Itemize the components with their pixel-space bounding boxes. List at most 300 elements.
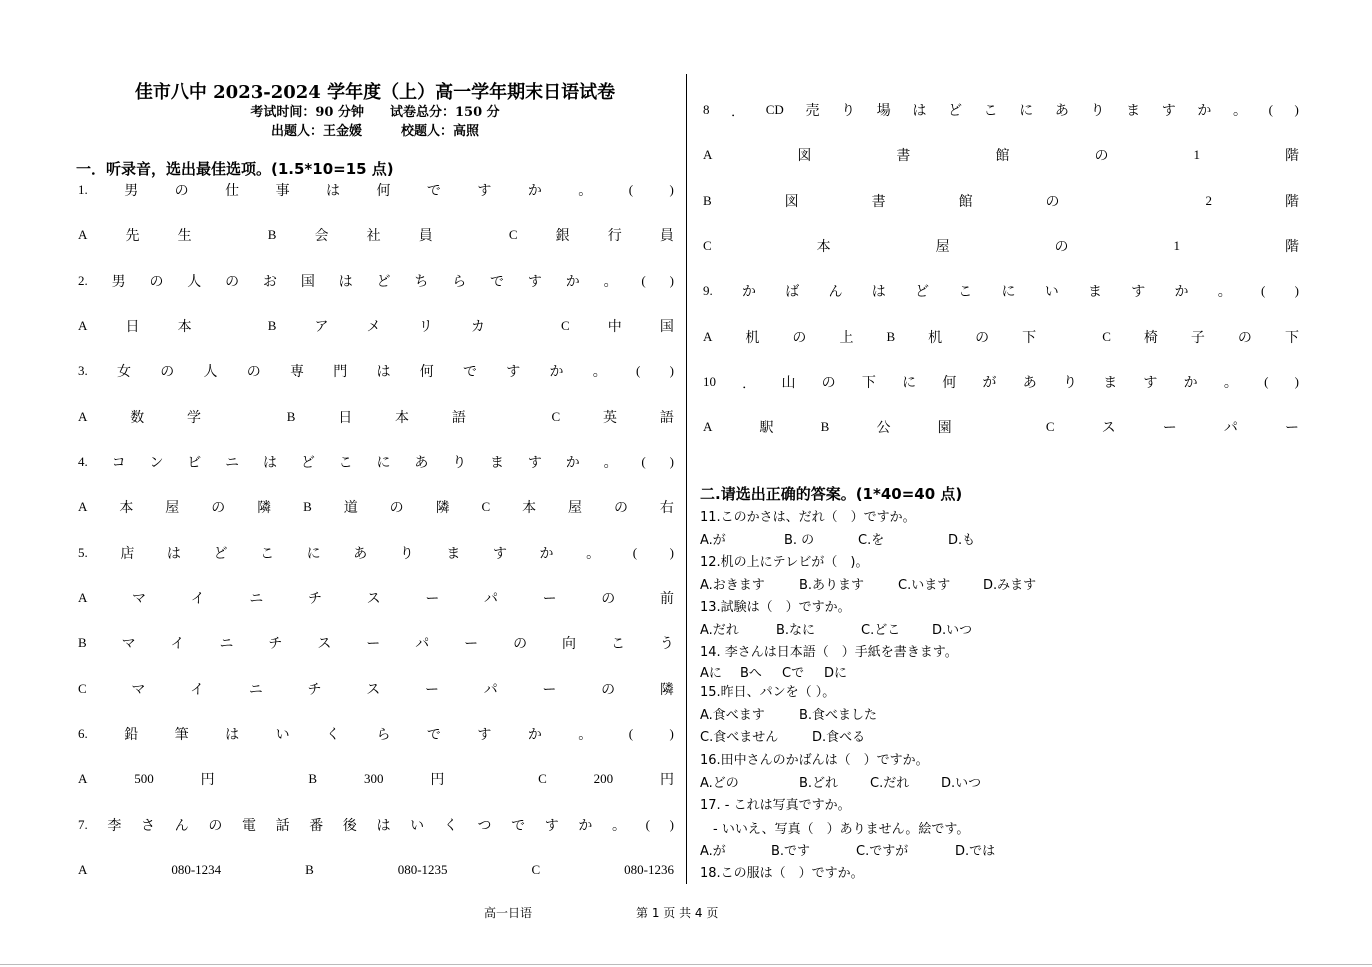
row-cell: 仕 <box>225 183 240 199</box>
row-cell: 080-1234 <box>171 862 222 877</box>
row-cell: ) <box>669 182 674 197</box>
row-cell: に <box>376 455 391 471</box>
answer-option[interactable]: A.だれ <box>700 623 739 638</box>
answer-option[interactable]: D.も <box>948 533 976 548</box>
row-cell: C <box>78 681 87 696</box>
row-cell: く <box>443 818 458 834</box>
row-cell: 。 <box>586 546 601 562</box>
answer-option[interactable]: Bへ <box>740 666 762 681</box>
row-cell: 2 <box>1205 193 1212 208</box>
row-cell: ん <box>174 818 189 834</box>
row-cell: ) <box>1294 374 1299 389</box>
column-divider <box>686 74 687 884</box>
row-cell: 上 <box>839 330 854 346</box>
section2-question: 16.田中さんのかばんは（ ）ですか。 <box>700 753 929 768</box>
answer-option[interactable]: C.だれ <box>870 776 910 791</box>
row-cell: ま <box>446 546 461 562</box>
section2-question: - いいえ、写真（ ）ありません。絵です。 <box>700 822 970 837</box>
row-cell: ら <box>376 727 391 743</box>
row-cell: 鉛 <box>124 727 139 743</box>
row-cell: の <box>513 636 528 652</box>
row-cell: は <box>225 727 240 743</box>
section1-question-right-row <box>703 327 1299 347</box>
section1-question-row <box>78 862 674 878</box>
answer-option[interactable]: Cで <box>782 666 805 681</box>
row-cell: 隣 <box>257 500 272 516</box>
row-cell: ー <box>1162 420 1177 436</box>
row-cell: は <box>338 274 353 290</box>
section1-question-right-row <box>703 236 1299 256</box>
row-cell: イ <box>190 591 205 607</box>
exam-authors-line: 出题人：王金媛 校题人：高照 <box>270 124 479 139</box>
answer-option[interactable]: D.食べる <box>812 730 866 745</box>
row-cell: ( <box>1264 374 1269 389</box>
row-cell: 7. <box>78 817 88 832</box>
answer-option[interactable]: B.です <box>771 844 811 859</box>
row-cell: 員 <box>418 228 433 244</box>
row-cell: 日 <box>125 319 140 335</box>
section1-question-row <box>78 361 674 381</box>
row-cell: の <box>225 274 240 290</box>
row-cell: A <box>78 409 88 424</box>
row-cell: は <box>376 818 391 834</box>
row-cell: 1. <box>78 182 88 197</box>
answer-option[interactable]: D.いつ <box>932 623 973 638</box>
row-cell: C <box>538 771 547 786</box>
row-cell: か <box>539 546 554 562</box>
row-cell: 店 <box>120 546 135 562</box>
row-cell: ) <box>669 363 674 378</box>
row-cell: は <box>871 284 886 300</box>
row-cell: す <box>1131 284 1146 300</box>
row-cell: ) <box>669 817 674 832</box>
row-cell: ー <box>425 591 440 607</box>
row-cell: ニ <box>225 455 240 471</box>
row-cell: す <box>477 727 492 743</box>
row-cell: 園 <box>937 420 952 436</box>
answer-option[interactable]: D.みます <box>983 578 1037 593</box>
row-cell: の <box>975 330 990 346</box>
row-cell: ま <box>1103 375 1118 391</box>
row-cell: 図 <box>797 148 812 164</box>
row-cell: マ <box>121 636 136 652</box>
row-cell: ス <box>366 682 381 698</box>
answer-option[interactable]: B.食べました <box>799 708 878 723</box>
row-cell: の <box>174 183 189 199</box>
row-cell: A <box>78 227 88 242</box>
row-cell: マ <box>132 591 147 607</box>
row-cell: こ <box>983 103 998 119</box>
row-cell: の <box>246 364 261 380</box>
row-cell: で <box>490 274 505 290</box>
row-cell: 10 <box>703 374 716 389</box>
answer-option[interactable]: C.食べません <box>700 730 779 745</box>
row-cell: B <box>305 862 314 877</box>
row-cell: 屋 <box>935 239 950 255</box>
row-cell: す <box>1143 375 1158 391</box>
row-cell: A <box>78 590 88 605</box>
answer-option[interactable]: A.が <box>700 844 726 859</box>
section2-question: 14. 李さんは日本語（ ）手紙を書きます。 <box>700 645 958 660</box>
row-cell: 080-1236 <box>624 862 674 877</box>
row-cell: A <box>78 771 88 786</box>
answer-option[interactable]: A.おきます <box>700 578 765 593</box>
row-cell: 男 <box>111 274 126 290</box>
row-cell: く <box>326 727 341 743</box>
row-cell: 人 <box>203 364 218 380</box>
answer-option[interactable]: C.ですが <box>856 844 909 859</box>
answer-option[interactable]: B.どれ <box>799 776 839 791</box>
section1-question-row <box>78 724 674 744</box>
row-cell: ( <box>1261 283 1266 298</box>
row-cell: 国 <box>300 274 315 290</box>
section2-question: 18.この服は（ ）ですか。 <box>700 866 864 881</box>
section1-question-right-row <box>703 281 1299 301</box>
row-cell: の <box>1054 239 1069 255</box>
section1-question-row <box>78 316 674 336</box>
row-cell: チ <box>308 591 323 607</box>
row-cell: の <box>601 591 616 607</box>
row-cell: ど <box>947 103 962 119</box>
row-cell: ) <box>669 454 674 469</box>
section1-question-right-row <box>703 372 1299 392</box>
row-cell: が <box>982 375 997 391</box>
row-cell: 書 <box>896 148 911 164</box>
row-cell: 話 <box>275 818 290 834</box>
row-cell: パ <box>415 636 430 652</box>
row-cell: B <box>78 635 87 650</box>
row-cell: つ <box>477 818 492 834</box>
row-cell: 右 <box>659 500 674 516</box>
row-cell: す <box>1161 103 1176 119</box>
row-cell: ) <box>1294 283 1299 298</box>
row-cell: り <box>399 546 414 562</box>
section1-question-row <box>78 588 674 608</box>
row-cell: 後 <box>342 818 357 834</box>
row-cell: 語 <box>659 410 674 426</box>
row-cell: 。 <box>603 455 618 471</box>
row-cell: に <box>902 375 917 391</box>
row-cell: B <box>308 771 318 786</box>
row-cell: の <box>149 274 164 290</box>
row-cell: す <box>544 818 559 834</box>
row-cell: 本 <box>522 500 537 516</box>
row-cell: こ <box>260 546 275 562</box>
answer-option[interactable]: A.が <box>700 533 726 548</box>
row-cell: ( <box>641 454 646 469</box>
row-cell: り <box>1062 375 1077 391</box>
row-cell: 場 <box>876 103 891 119</box>
row-cell: 8 <box>703 102 710 117</box>
row-cell: 下 <box>1284 330 1299 346</box>
row-cell: A <box>78 862 88 877</box>
row-cell: は <box>262 455 277 471</box>
row-cell: あ <box>414 455 429 471</box>
row-cell: ． <box>742 375 756 391</box>
row-cell: 本 <box>395 410 410 426</box>
row-cell: 。 <box>1223 375 1238 391</box>
section1-question-right-row <box>703 100 1299 120</box>
row-cell: A <box>703 329 713 344</box>
row-cell: 生 <box>177 228 192 244</box>
row-cell: 300 <box>363 771 384 786</box>
row-cell: A <box>78 318 88 333</box>
row-cell: で <box>426 183 441 199</box>
row-cell: ニ <box>248 682 263 698</box>
row-cell: ら <box>452 274 467 290</box>
row-cell: チ <box>268 636 283 652</box>
section1-question-row <box>78 769 674 789</box>
page-bottom-edge <box>0 964 1372 965</box>
row-cell: ニ <box>219 636 234 652</box>
row-cell: C <box>1102 329 1111 344</box>
row-cell: 屋 <box>165 500 180 516</box>
row-cell: 階 <box>1284 239 1299 255</box>
row-cell: は <box>166 546 181 562</box>
row-cell: り <box>1090 103 1105 119</box>
section2-question: 17. - これは写真ですか。 <box>700 798 851 813</box>
row-cell: 椅 <box>1143 330 1158 346</box>
answer-option[interactable]: C.どこ <box>861 623 901 638</box>
row-cell: ( <box>628 182 634 197</box>
answer-option[interactable]: Aに <box>700 666 722 681</box>
row-cell: メ <box>366 319 381 335</box>
row-cell: 机 <box>745 330 760 346</box>
row-cell: 女 <box>117 364 131 380</box>
row-cell: 1 <box>1173 238 1180 253</box>
row-cell: 番 <box>309 818 324 834</box>
row-cell: す <box>527 274 542 290</box>
row-cell: パ <box>483 682 498 698</box>
row-cell: の <box>601 682 616 698</box>
section1-question-row <box>78 679 674 699</box>
row-cell: C <box>508 227 518 242</box>
row-cell: ち <box>414 274 429 290</box>
section1-question-row <box>78 271 674 291</box>
row-cell: か <box>1183 375 1198 391</box>
row-cell: ス <box>366 591 381 607</box>
row-cell: パ <box>1223 420 1238 436</box>
row-cell: に <box>306 546 321 562</box>
row-cell: ど <box>376 274 391 290</box>
row-cell: B <box>286 409 296 424</box>
row-cell: か <box>527 183 542 199</box>
row-cell: の <box>1094 148 1109 164</box>
row-cell: 何 <box>942 375 957 391</box>
section1-question-row <box>78 815 674 835</box>
row-cell: 子 <box>1190 330 1205 346</box>
row-cell: ( <box>645 817 650 832</box>
row-cell: 5. <box>78 545 88 560</box>
row-cell: り <box>841 103 856 119</box>
row-cell: 。 <box>603 274 618 290</box>
row-cell: 国 <box>659 319 674 335</box>
row-cell: 銀 <box>555 228 570 244</box>
row-cell: す <box>492 546 507 562</box>
row-cell: い <box>410 818 425 834</box>
row-cell: こ <box>338 455 353 471</box>
row-cell: 事 <box>275 183 290 199</box>
row-cell: 道 <box>343 500 358 516</box>
row-cell: あ <box>353 546 368 562</box>
section1-question-row <box>78 543 674 563</box>
row-cell: の <box>613 500 628 516</box>
answer-option[interactable]: B.あります <box>799 578 865 593</box>
row-cell: 人 <box>187 274 202 290</box>
footer-page-number: 第 1 页 共 4 页 <box>636 906 719 920</box>
row-cell: か <box>565 274 580 290</box>
row-cell: 屋 <box>568 500 583 516</box>
answer-option[interactable]: D.では <box>955 844 996 859</box>
row-cell: ) <box>669 726 674 741</box>
answer-option[interactable]: C.を <box>858 533 885 548</box>
row-cell: 館 <box>995 148 1010 164</box>
row-cell: 円 <box>200 772 215 788</box>
row-cell: 公 <box>876 420 891 436</box>
row-cell: リ <box>418 319 433 335</box>
row-cell: ) <box>1294 102 1299 117</box>
row-cell: 何 <box>419 364 434 380</box>
section1-question-right-row <box>703 191 1299 211</box>
row-cell: 隣 <box>435 500 450 516</box>
row-cell: あ <box>1022 375 1037 391</box>
section2-question: 11.このかさは、だれ（ ）ですか。 <box>700 510 916 525</box>
row-cell: B <box>267 318 277 333</box>
answer-option[interactable]: B.なに <box>776 623 816 638</box>
row-cell: A <box>78 499 88 514</box>
row-cell: 日 <box>338 410 353 426</box>
row-cell: C <box>703 238 712 253</box>
row-cell: さ <box>141 818 156 834</box>
row-cell: の <box>1045 194 1060 210</box>
row-cell: の <box>389 500 404 516</box>
row-cell: B <box>703 193 712 208</box>
row-cell: 階 <box>1284 194 1299 210</box>
row-cell: か <box>742 284 756 300</box>
row-cell: 館 <box>958 194 973 210</box>
row-cell: う <box>659 636 674 652</box>
answer-option[interactable]: B. の <box>784 533 815 548</box>
row-cell: か <box>578 818 593 834</box>
row-cell: ン <box>149 455 164 471</box>
row-cell: 本 <box>119 500 134 516</box>
section1-question-row <box>78 407 674 427</box>
row-cell: 員 <box>659 228 674 244</box>
row-cell: で <box>426 727 441 743</box>
answer-option[interactable]: D.いつ <box>941 776 982 791</box>
row-cell: ば <box>785 284 800 300</box>
row-cell: 売 <box>805 103 820 119</box>
row-cell: に <box>1001 284 1016 300</box>
row-cell: 200 <box>593 771 614 786</box>
row-cell: 本 <box>177 319 192 335</box>
row-cell: 。 <box>1217 284 1232 300</box>
row-cell: 向 <box>562 636 577 652</box>
row-cell: ー <box>464 636 479 652</box>
row-cell: B <box>820 419 830 434</box>
section1-question-right-row <box>703 417 1299 437</box>
row-cell: は <box>912 103 927 119</box>
row-cell: 山 <box>781 375 796 391</box>
row-cell: 先 <box>125 228 140 244</box>
row-cell: 3. <box>78 363 88 378</box>
row-cell: に <box>1019 103 1034 119</box>
answer-option[interactable]: C.います <box>898 578 951 593</box>
row-cell: 本 <box>816 239 831 255</box>
answer-option[interactable]: A.食べます <box>700 708 765 723</box>
row-cell: チ <box>307 682 322 698</box>
row-cell: 電 <box>241 818 256 834</box>
row-cell: ( <box>1268 102 1273 117</box>
section1-question-row <box>78 633 674 653</box>
row-cell: か <box>1174 284 1189 300</box>
row-cell: 英 <box>603 410 618 426</box>
row-cell: か <box>1197 103 1212 119</box>
row-cell: イ <box>170 636 185 652</box>
section1-question-row <box>78 497 674 517</box>
row-cell: ど <box>915 284 929 300</box>
row-cell: か <box>549 364 564 380</box>
row-cell: 階 <box>1284 148 1299 164</box>
row-cell: 社 <box>366 228 381 244</box>
row-cell: ビ <box>187 455 202 471</box>
row-cell: C <box>531 862 541 877</box>
row-cell: 学 <box>187 410 202 426</box>
row-cell: コ <box>111 455 126 471</box>
exam-title: 佳市八中 2023-2024 学年度（上）高一学年期末日语试卷 <box>134 82 616 103</box>
footer-subject: 高一日语 <box>484 906 533 920</box>
row-cell: 書 <box>871 194 886 210</box>
row-cell: ) <box>669 545 674 560</box>
row-cell: の <box>211 500 226 516</box>
row-cell: ま <box>490 455 505 471</box>
row-cell: す <box>506 364 521 380</box>
answer-option[interactable]: A.どの <box>700 776 739 791</box>
row-cell: 駅 <box>759 420 774 436</box>
row-cell: ) <box>669 273 674 288</box>
row-cell: ま <box>1126 103 1141 119</box>
row-cell: 。 <box>578 727 593 743</box>
row-cell: 李 <box>107 818 122 834</box>
section1-question-row <box>78 225 674 245</box>
row-cell: 6. <box>78 726 88 741</box>
row-cell: り <box>452 455 467 471</box>
row-cell: ． <box>731 103 745 119</box>
row-cell: ニ <box>249 591 264 607</box>
row-cell: A <box>703 419 713 434</box>
row-cell: ど <box>213 546 228 562</box>
row-cell: あ <box>1054 103 1069 119</box>
row-cell: 1 <box>1193 147 1200 162</box>
row-cell: CD <box>765 102 784 117</box>
row-cell: ( <box>636 363 641 378</box>
section2-title: 二.请选出正确的答案。(1*40=40 点) <box>700 485 963 503</box>
row-cell: 080-1235 <box>397 862 448 877</box>
row-cell: 前 <box>659 591 674 607</box>
row-cell: C <box>551 409 561 424</box>
row-cell: 隣 <box>659 682 674 698</box>
row-cell: の <box>821 375 836 391</box>
row-cell: で <box>511 818 526 834</box>
row-cell: 円 <box>659 772 674 788</box>
answer-option[interactable]: Dに <box>824 666 848 681</box>
row-cell: 語 <box>451 410 466 426</box>
row-cell: 図 <box>784 194 799 210</box>
row-cell: 行 <box>607 228 622 244</box>
row-cell: マ <box>131 682 146 698</box>
row-cell: 。 <box>592 364 607 380</box>
row-cell: の <box>1237 330 1252 346</box>
